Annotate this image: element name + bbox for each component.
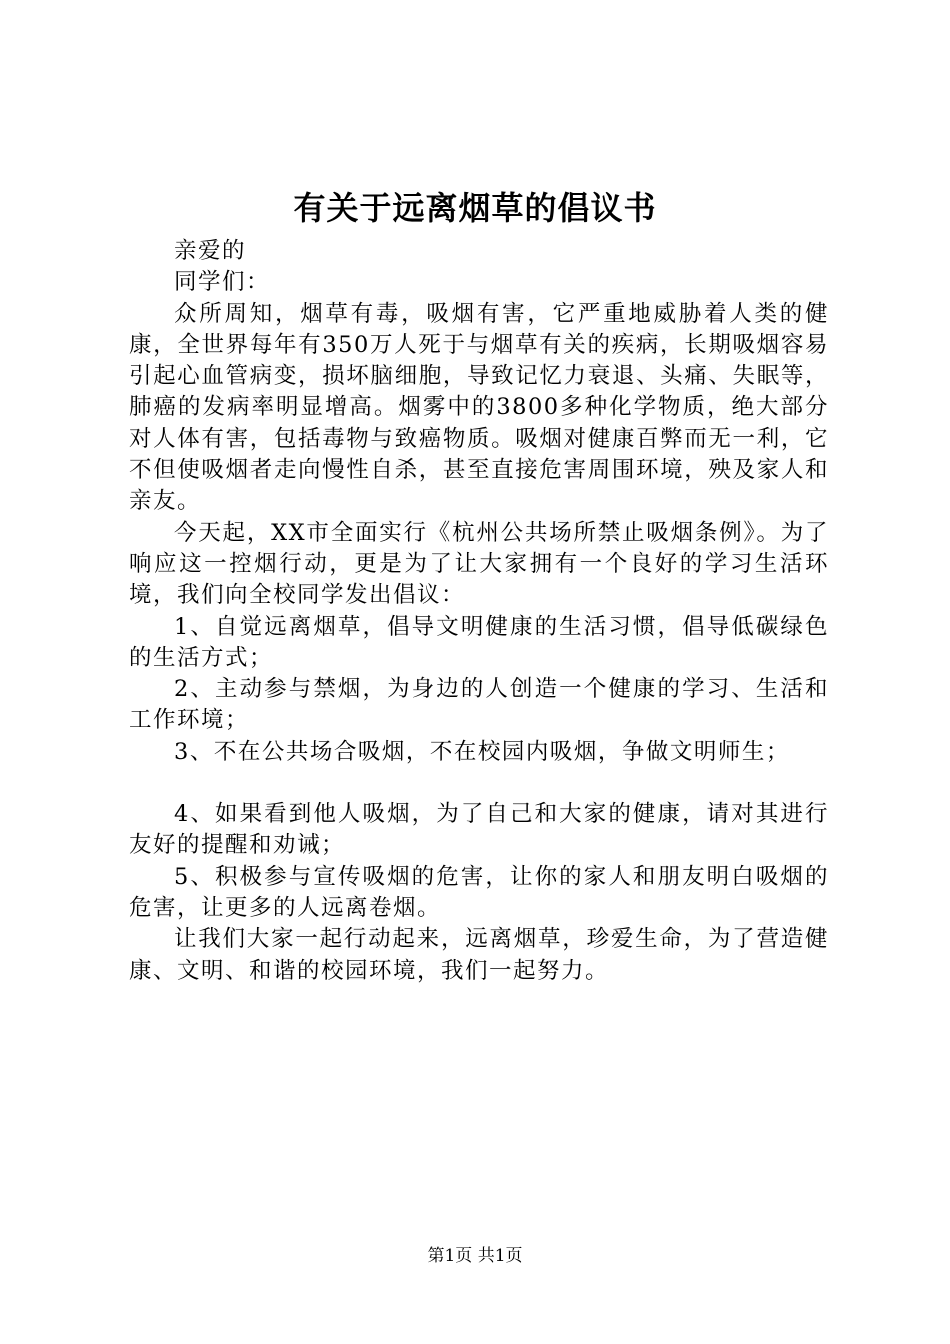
paragraph-intro: 众所周知，烟草有毒，吸烟有害，它严重地威胁着人类的健康，全世界每年有350万人死于与烟草有关的疾病，长期吸烟容易引起心血管病变，损坏脑细胞，导致记忆力衰退、头痛、失眠等，肺癌的发病率明显增高。烟雾中的3800多种化学物质，绝大部分对人体有害，包括毒物与致癌物质。吸烟对健康百弊而无一利，它不但使吸烟者走向慢性自杀，甚至直接危害周围环境，殃及家人和亲友。 (129, 300, 829, 515)
list-item-5: 5、积极参与宣传吸烟的危害，让你的家人和朋友明白吸烟的危害，让更多的人远离卷烟。 (129, 863, 829, 921)
page-footer: 第1页 共1页 (427, 1246, 523, 1266)
salutation-line-1: 亲爱的 (174, 238, 247, 264)
list-item-4: 4、如果看到他人吸烟，为了自己和大家的健康，请对其进行友好的提醒和劝诫； (129, 801, 829, 859)
paragraph-closing: 让我们大家一起行动起来，远离烟草，珍爱生命，为了营造健康、文明、和谐的校园环境，我们一起努力。 (129, 926, 829, 984)
document-body (129, 236, 829, 987)
document-title: 有关于远离烟草的倡议书 (293, 189, 657, 227)
salutation-line-2: 同学们： (174, 269, 271, 296)
paragraph-initiative: 今天起，XX市全面实行《杭州公共场所禁止吸烟条例》。为了响应这一控烟行动，更是为了让大家拥有一个良好的学习生活环境，我们向全校同学发出倡议： (129, 519, 829, 609)
list-item-1: 1、自觉远离烟草，倡导文明健康的生活习惯，倡导低碳绿色的生活方式； (129, 613, 829, 671)
list-item-3: 3、不在公共场合吸烟，不在校园内吸烟，争做文明师生； (174, 738, 790, 765)
list-item-2: 2、主动参与禁烟，为身边的人创造一个健康的学习、生活和工作环境； (129, 676, 829, 734)
